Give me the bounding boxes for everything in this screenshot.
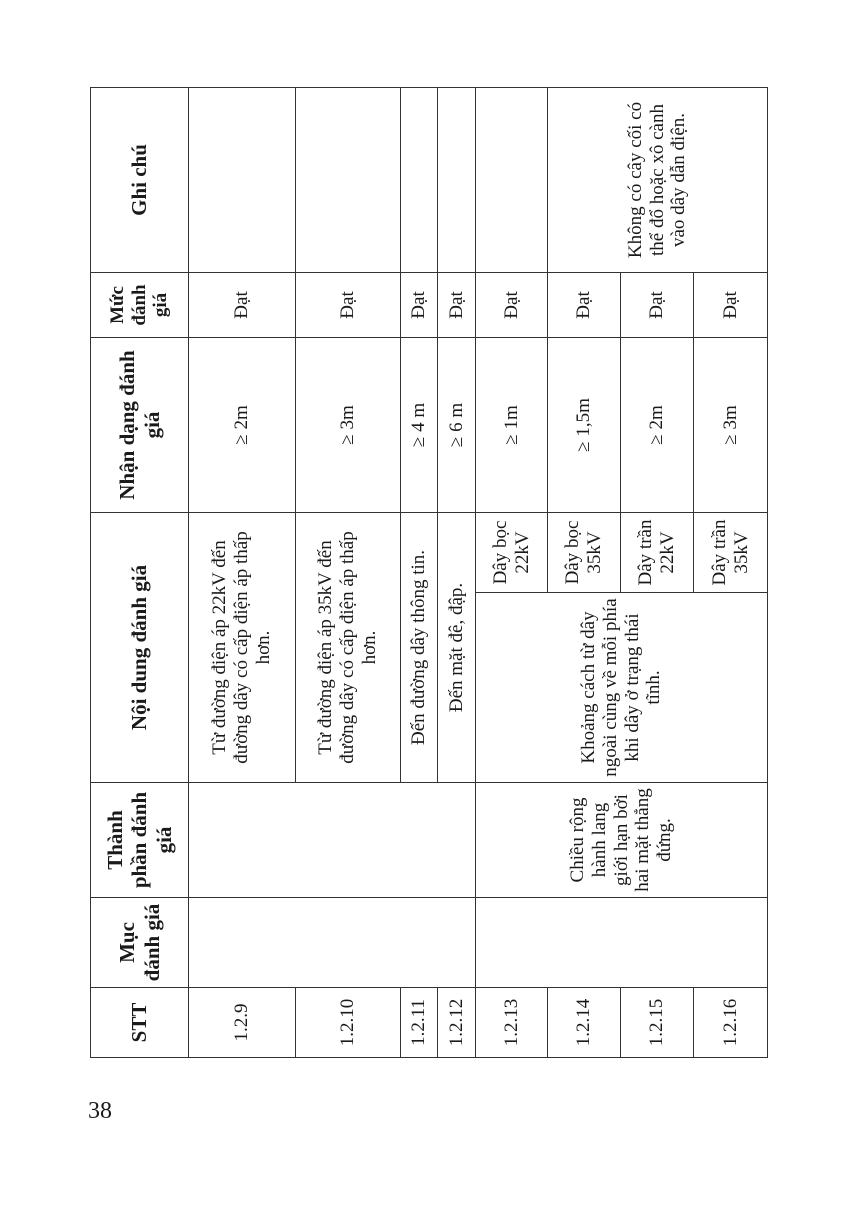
cell-muc-danh-gia: Đạt — [438, 272, 476, 337]
page-number: 38 — [88, 1098, 112, 1124]
cell-muc-danh-gia: Đạt — [548, 272, 621, 337]
cell-sub: Dây bọc 22kV — [476, 512, 548, 592]
cell-nhan-dang: ≥ 1,5m — [548, 337, 621, 512]
cell-nhan-dang: ≥ 3m — [296, 337, 401, 512]
header-stt: STT — [91, 988, 189, 1058]
cell-nhan-dang: ≥ 2m — [189, 337, 296, 512]
cell-ghi-chu — [296, 87, 401, 272]
cell-stt: 1.2.13 — [476, 988, 548, 1058]
table-row — [189, 87, 296, 1057]
cell-muc-danh-gia: Đạt — [476, 272, 548, 337]
table-row — [476, 87, 548, 1057]
cell-muc — [476, 898, 768, 988]
cell-stt: 1.2.14 — [548, 988, 621, 1058]
header-ghi-chu: Ghi chú — [91, 87, 189, 272]
cell-ghi-chu — [438, 87, 476, 272]
cell-ghi-chu — [476, 87, 548, 272]
cell-stt: 1.2.15 — [621, 988, 694, 1058]
cell-stt: 1.2.16 — [694, 988, 768, 1058]
cell-muc-danh-gia: Đạt — [621, 272, 694, 337]
header-nhan-dang: Nhận dạng đánh giá — [91, 337, 189, 512]
cell-muc-danh-gia: Đạt — [694, 272, 768, 337]
cell-nhan-dang: ≥ 2m — [621, 337, 694, 512]
cell-stt: 1.2.10 — [296, 988, 401, 1058]
cell-muc-danh-gia: Đạt — [296, 272, 401, 337]
cell-muc-danh-gia: Đạt — [401, 272, 438, 337]
cell-nhan-dang: ≥ 4 m — [401, 337, 438, 512]
cell-stt: 1.2.9 — [189, 988, 296, 1058]
cell-stt: 1.2.12 — [438, 988, 476, 1058]
cell-noi-dung: Đến đường dây thông tin. — [401, 512, 438, 782]
evaluation-table — [90, 87, 768, 1058]
header-noi-dung: Nội dung đánh giá — [91, 512, 189, 782]
rotated-table-wrapper — [90, 88, 767, 1058]
cell-sub: Dây trần 22kV — [621, 512, 694, 592]
cell-noi-dung: Từ đường điện áp 22kV đến đường dây có cấp điện áp thấp hơn. — [189, 512, 296, 782]
cell-ghi-chu-group: Không có cây cối có thể đổ hoặc xô cành vào dây dẫn điện. — [548, 87, 768, 272]
cell-ghi-chu — [189, 87, 296, 272]
cell-muc — [189, 898, 476, 988]
header-thanh-phan: Thành phần đánh giá — [91, 783, 189, 898]
cell-thanh-phan-group: Chiều rộng hành lang giới hạn bởi hai mặt thẳng đứng. — [476, 783, 768, 898]
cell-ghi-chu — [401, 87, 438, 272]
cell-nhan-dang: ≥ 3m — [694, 337, 768, 512]
cell-noi-dung: Từ đường điện áp 35kV đến đường dây có cấp điện áp thấp hơn. — [296, 512, 401, 782]
cell-sub: Dây bọc 35kV — [548, 512, 621, 592]
cell-nhan-dang: ≥ 6 m — [438, 337, 476, 512]
cell-noi-dung: Đến mặt đê, đập. — [438, 512, 476, 782]
header-muc: Mục đánh giá — [91, 898, 189, 988]
cell-stt: 1.2.11 — [401, 988, 438, 1058]
cell-muc-danh-gia: Đạt — [189, 272, 296, 337]
header-row — [91, 87, 189, 1057]
cell-sub: Dây trần 35kV — [694, 512, 768, 592]
cell-noi-dung-group: Khoảng cách từ dây ngoài cùng về mỗi phía khi dây ở trạng thái tĩnh. — [476, 593, 768, 783]
cell-nhan-dang: ≥ 1m — [476, 337, 548, 512]
cell-thanh-phan — [189, 783, 476, 898]
header-muc-danh-gia: Mức đánh giá — [91, 272, 189, 337]
